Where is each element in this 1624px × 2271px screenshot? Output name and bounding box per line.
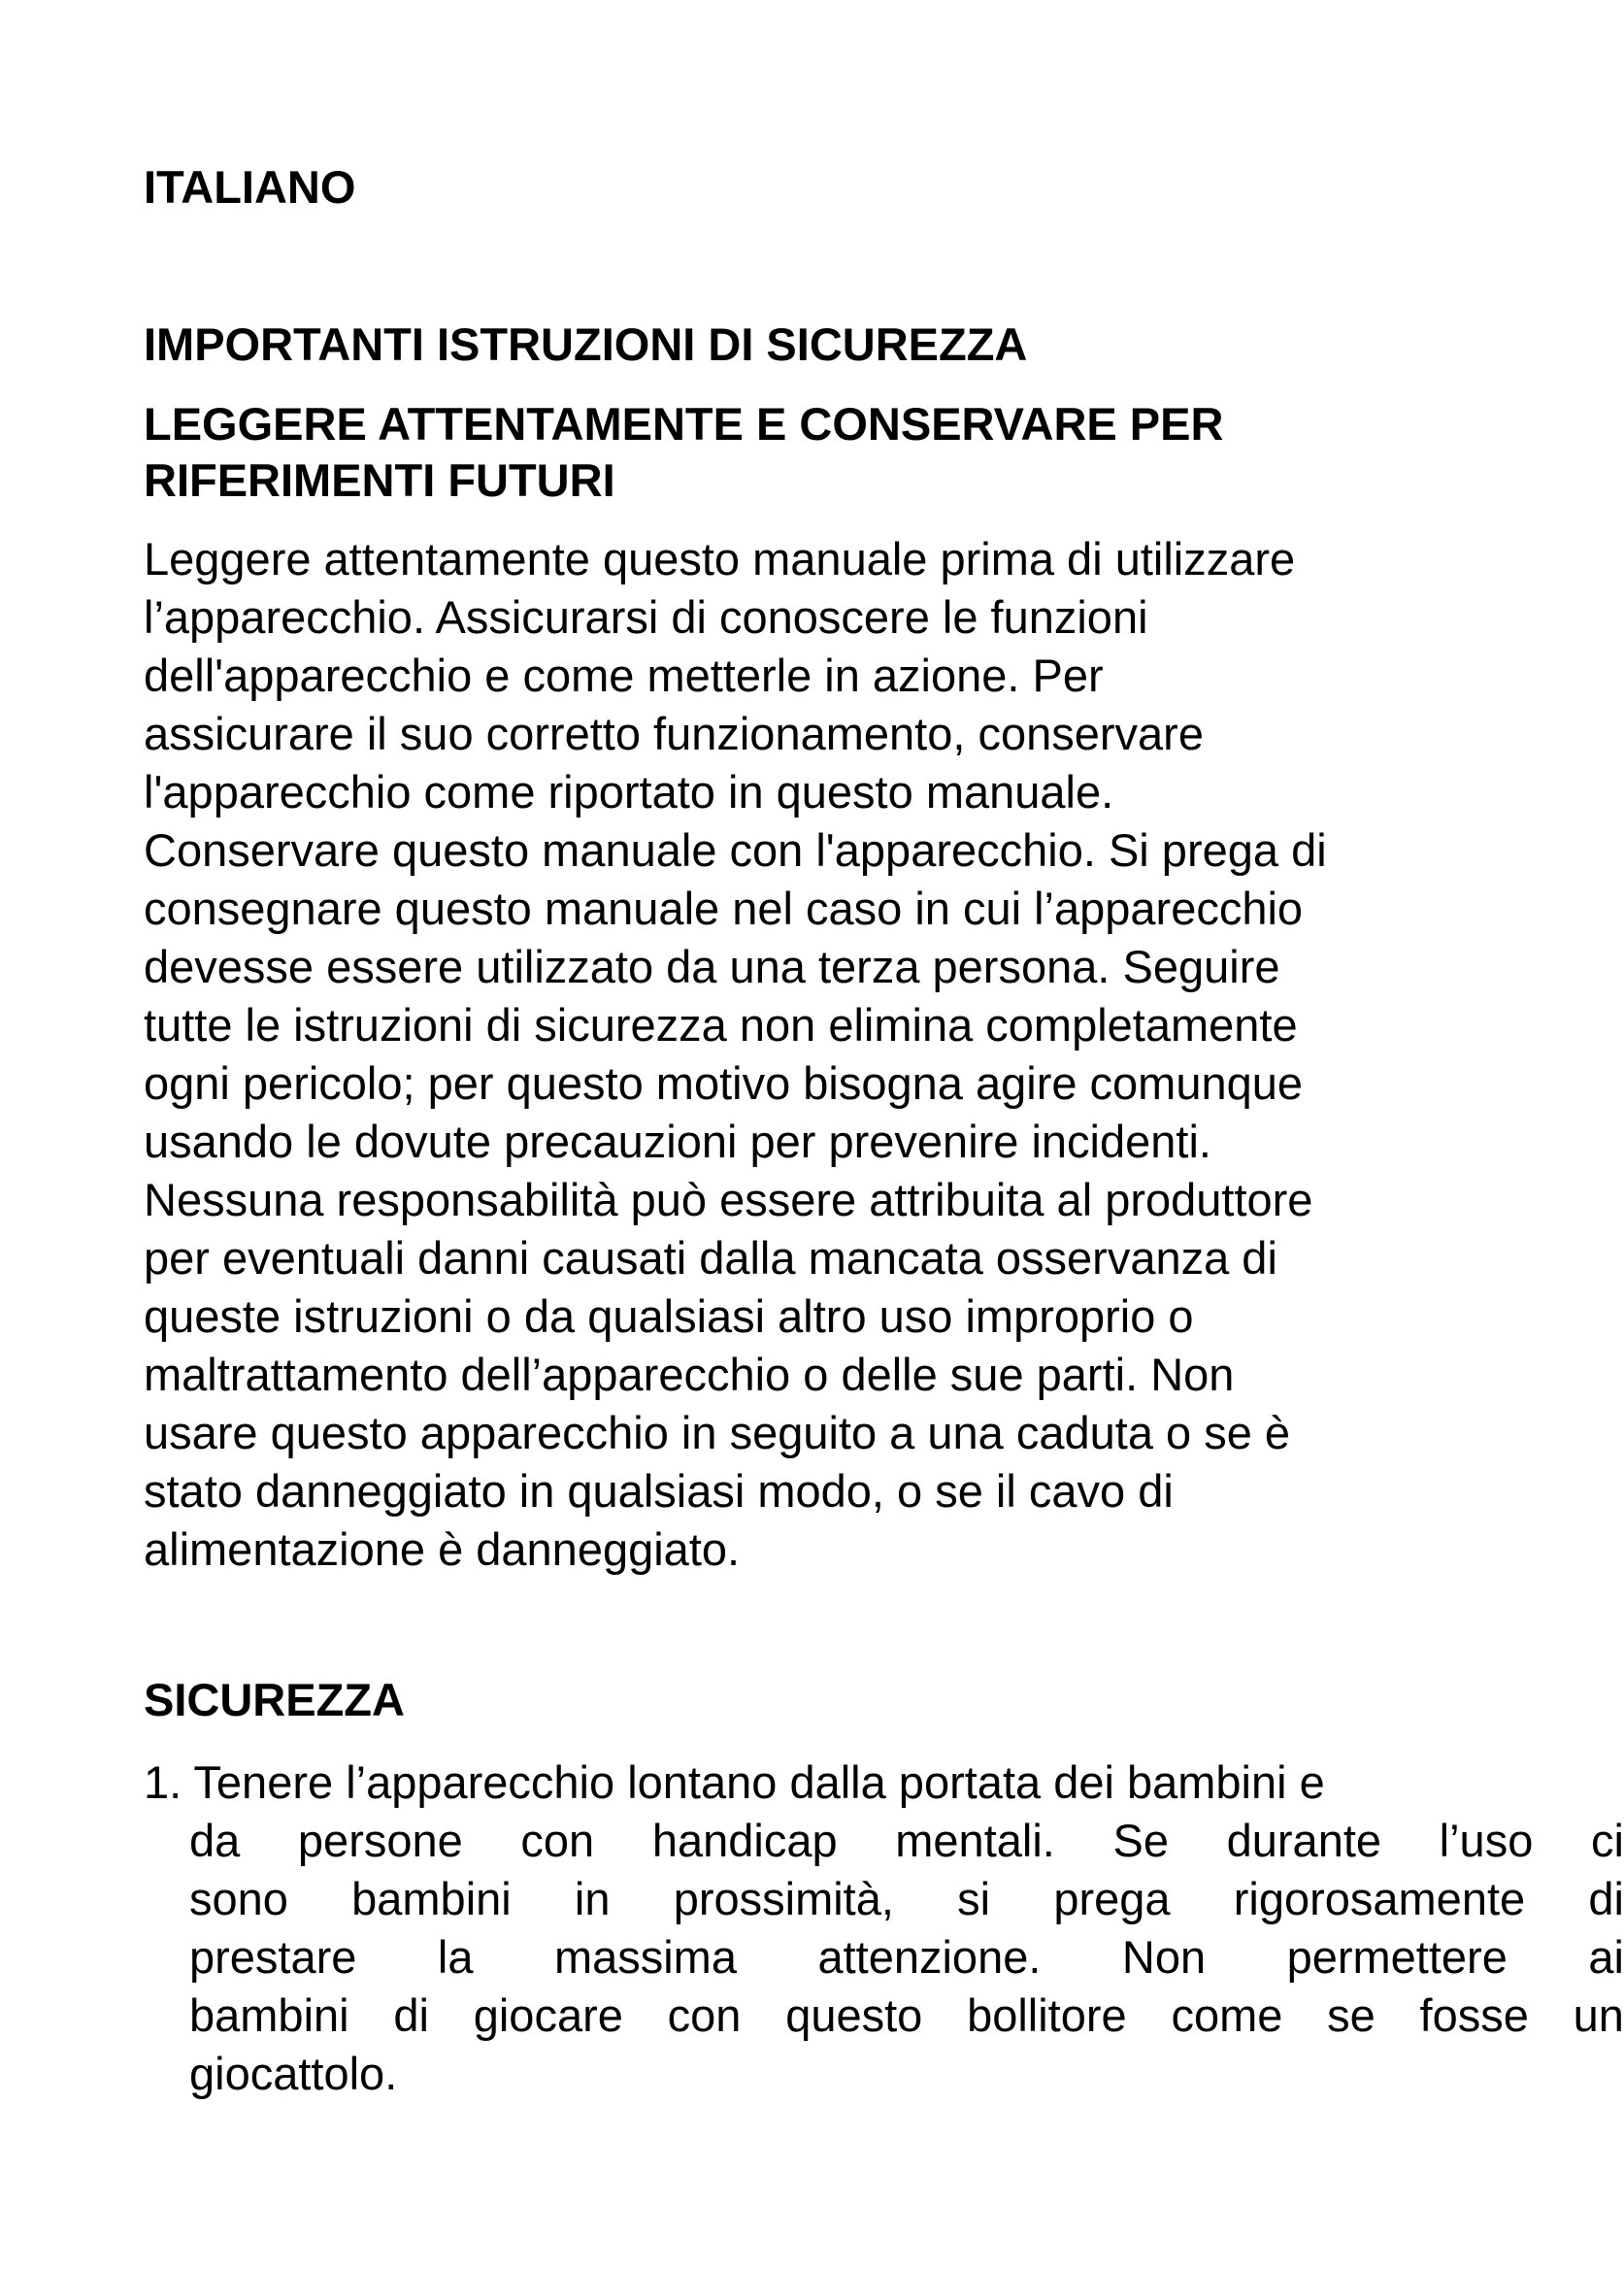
safety-item-first-line-text: Tenere l’apparecchio lontano dalla portata dei bambini e	[193, 1756, 1325, 1808]
word: bambini	[189, 1989, 349, 2041]
word: di	[1588, 1873, 1624, 1924]
heading-important-safety-instructions: IMPORTANTI ISTRUZIONI DI SICUREZZA	[144, 318, 1028, 370]
intro-line: ogni pericolo; per questo motivo bisogna agire comunque	[144, 1057, 1304, 1109]
intro-line: usando le dovute precauzioni per prevenire incidenti.	[144, 1116, 1211, 1167]
word: rigorosamente	[1233, 1873, 1526, 1924]
intro-line: tutte le istruzioni di sicurezza non elimina completamente	[144, 999, 1298, 1051]
word: l’uso	[1439, 1815, 1534, 1866]
word: di	[393, 1989, 429, 2041]
intro-line: dell'apparecchio e come metterle in azione. Per	[144, 650, 1104, 701]
intro-line: assicurare il suo corretto funzionamento, conservare	[144, 708, 1204, 759]
word: Non	[1121, 1931, 1207, 1983]
safety-list	[144, 1753, 1624, 2103]
word: fosse	[1419, 1989, 1529, 2041]
intro-line: maltrattamento dell’apparecchio o delle sue parti. Non	[144, 1349, 1235, 1400]
safety-item-number: 1.	[144, 1756, 182, 1808]
word: giocare	[473, 1989, 623, 2041]
language-label: ITALIANO	[144, 161, 356, 213]
intro-line: alimentazione è danneggiato.	[144, 1523, 741, 1575]
word: persone	[297, 1815, 463, 1866]
word: bambini	[351, 1873, 512, 1924]
word: un	[1573, 1989, 1624, 2041]
safety-list-item	[144, 1753, 1624, 2103]
intro-paragraph	[144, 530, 1327, 1579]
heading-safety: SICUREZZA	[144, 1674, 405, 1725]
word: prestare	[189, 1931, 357, 1983]
word: da	[189, 1815, 241, 1866]
word: attenzione.	[817, 1931, 1042, 1983]
word: con	[520, 1815, 595, 1866]
word: permettere	[1286, 1931, 1508, 1983]
word: handicap	[651, 1815, 838, 1866]
word: massima	[553, 1931, 737, 1983]
word: con	[667, 1989, 742, 2041]
intro-line: l'apparecchio come riportato in questo manuale.	[144, 766, 1114, 818]
intro-line: Leggere attentamente questo manuale prima di utilizzare	[144, 533, 1296, 584]
word: ci	[1590, 1815, 1624, 1866]
safety-item-text	[144, 1753, 1624, 2103]
intro-line: Nessuna responsabilità può essere attribuita al produttore	[144, 1174, 1313, 1225]
word: se	[1327, 1989, 1375, 2041]
word: Se	[1112, 1815, 1169, 1866]
intro-line: stato danneggiato in qualsiasi modo, o se il cavo di	[144, 1465, 1174, 1517]
word: si	[957, 1873, 991, 1924]
safety-item-last-line: giocattolo.	[189, 2048, 398, 2099]
word: come	[1171, 1989, 1283, 2041]
heading-read-and-keep-line-2: RIFERIMENTI FUTURI	[144, 454, 615, 506]
safety-item-justified-line	[189, 1812, 1624, 1870]
word: la	[437, 1931, 474, 1983]
intro-line: Conservare questo manuale con l'apparecchio. Si prega di	[144, 824, 1327, 876]
word: prega	[1053, 1873, 1171, 1924]
word: in	[574, 1873, 611, 1924]
safety-item-justified-line	[189, 1870, 1624, 1928]
word: questo	[785, 1989, 923, 2041]
word: mentali.	[895, 1815, 1055, 1866]
intro-line: l’apparecchio. Assicurarsi di conoscere le funzioni	[144, 591, 1148, 643]
word: prossimità,	[673, 1873, 894, 1924]
intro-line: devesse essere utilizzato da una terza persona. Seguire	[144, 941, 1280, 992]
safety-item-first-line	[144, 1753, 1624, 1812]
safety-item-justified-line	[189, 1928, 1624, 1987]
intro-line: queste istruzioni o da qualsiasi altro uso improprio o	[144, 1290, 1194, 1342]
word: ai	[1588, 1931, 1624, 1983]
intro-line: per eventuali danni causati dalla mancata osservanza di	[144, 1232, 1277, 1284]
word: sono	[189, 1873, 288, 1924]
safety-item-justified-line	[189, 1987, 1624, 2045]
word: durante	[1226, 1815, 1382, 1866]
heading-read-and-keep-line-1: LEGGERE ATTENTAMENTE E CONSERVARE PER	[144, 398, 1224, 450]
intro-line: usare questo apparecchio in seguito a una caduta o se è	[144, 1407, 1291, 1458]
word: bollitore	[967, 1989, 1127, 2041]
intro-line: consegnare questo manuale nel caso in cui l’apparecchio	[144, 883, 1304, 934]
